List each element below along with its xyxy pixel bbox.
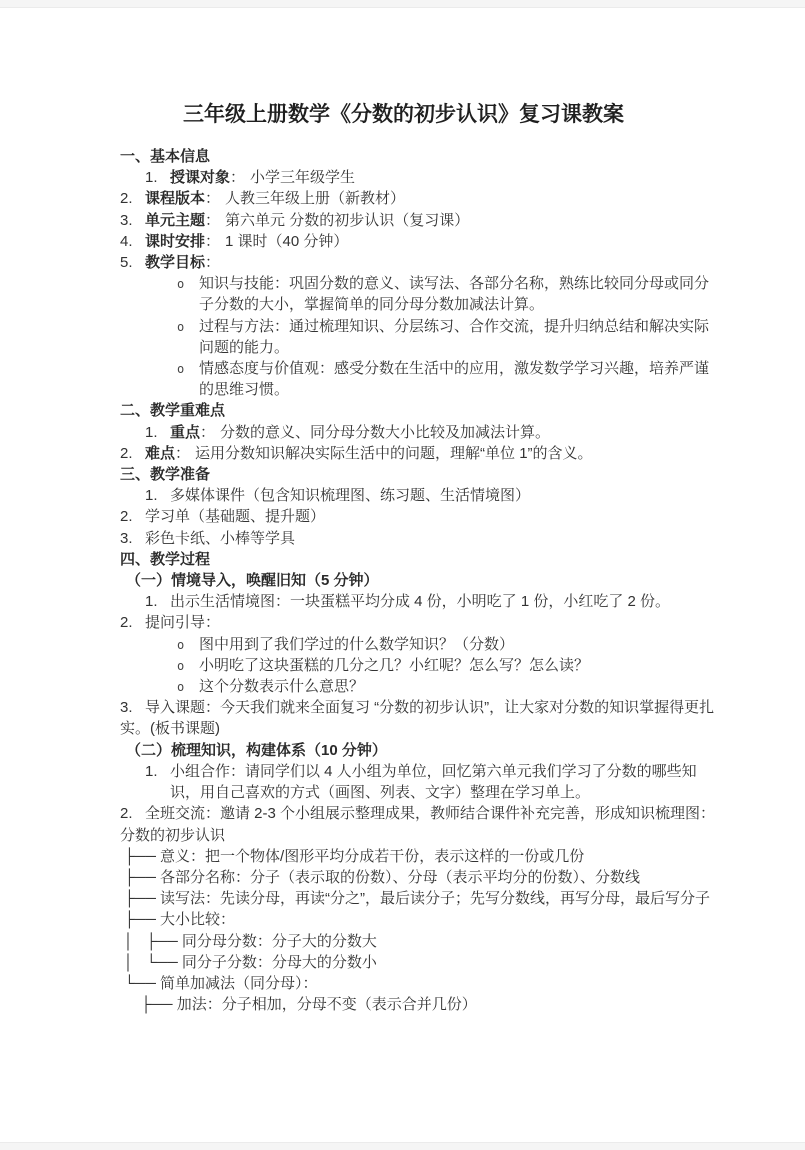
list-item-label: 单元主题 — [145, 211, 206, 229]
list-item — [120, 506, 717, 527]
bullet-item — [120, 634, 717, 655]
tree-line — [120, 867, 717, 888]
circle-bullet-icon: o — [177, 277, 185, 292]
subsection-heading — [120, 570, 717, 591]
list-item-number: 3. — [120, 529, 133, 547]
circle-bullet-icon: o — [177, 637, 185, 652]
bullet-item — [120, 676, 717, 697]
list-item — [120, 231, 717, 252]
list-item-colon: ： — [205, 190, 221, 208]
list-item-colon: ： — [205, 232, 221, 250]
bullet-text: 过程与方法：通过梳理知识、分层练习、合作交流，提升归纳总结和解决实际问题的能力。 — [199, 317, 710, 356]
bullet-item — [120, 358, 717, 400]
bullet-text: 小明吃了这块蛋糕的几分之几？小红呢？怎么写？怎么读？ — [199, 656, 590, 674]
paragraph-text: 分数的初步认识 — [120, 826, 226, 844]
list-item-number: 1. — [145, 593, 158, 611]
tree-line-text: ├── 加法：分子相加，分母不变（表示合并几份） — [124, 996, 477, 1014]
list-item — [120, 252, 717, 273]
list-item-number: 1. — [145, 762, 158, 780]
list-item-text: 导入课题：今天我们就来全面复习 “分数的初步认识”，让大家对分数的知识掌握得更扎实。(板书课题) — [120, 699, 715, 738]
list-item-label: 教学目标 — [145, 254, 206, 272]
subsection-heading — [120, 740, 717, 761]
list-item-colon: ： — [175, 444, 191, 462]
list-item-text: 分数的意义、同分母分数大小比较及加减法计算。 — [220, 423, 551, 441]
bullet-item — [120, 655, 717, 676]
list-item-label: 难点 — [145, 444, 176, 462]
list-item-colon: ： — [230, 169, 246, 187]
list-item — [120, 422, 717, 443]
tree-line — [120, 846, 717, 867]
subsection-heading-text: （一）情境导入，唤醒旧知（5 分钟） — [126, 572, 379, 590]
tree-line — [120, 973, 717, 994]
tree-line-text: ├── 意义：把一个物体/图形平均分成若干份，表示这样的一份或几份 — [124, 847, 585, 865]
list-item-label: 重点 — [170, 423, 201, 441]
list-item-label: 授课对象 — [170, 169, 231, 187]
page-top-edge — [0, 0, 805, 8]
tree-line-text: │ └── 同分子分数：分母大的分数小 — [124, 953, 377, 971]
list-item — [120, 485, 717, 506]
paragraph — [120, 825, 717, 846]
list-item-label: 课时安排 — [145, 232, 206, 250]
list-item — [120, 528, 717, 549]
tree-line-text: └── 简单加减法（同分母）： — [124, 974, 318, 992]
list-item-colon: ： — [200, 423, 216, 441]
subsection-heading-text: （二）梳理知识，构建体系（10 分钟） — [126, 741, 387, 759]
tree-line-text: │ ├── 同分母分数：分子大的分数大 — [124, 932, 377, 950]
section-heading — [120, 549, 717, 570]
tree-line-text: ├── 大小比较： — [124, 911, 236, 929]
list-item-number: 2. — [120, 614, 133, 632]
circle-bullet-icon: o — [177, 680, 185, 695]
tree-line — [120, 888, 717, 909]
list-item — [120, 697, 717, 739]
list-item-number: 2. — [120, 190, 133, 208]
list-item-number: 3. — [120, 211, 133, 229]
bullet-item — [120, 273, 717, 315]
list-item-text: 小学三年级学生 — [250, 169, 356, 187]
list-item-text: 运用分数知识解决实际生活中的问题，理解“单位 1”的含义。 — [195, 444, 593, 462]
list-item-text: 1 课时（40 分钟） — [225, 232, 349, 250]
list-item-number: 1. — [145, 169, 158, 187]
list-item-number: 2. — [120, 508, 133, 526]
list-item-number: 1. — [145, 487, 158, 505]
bullet-text: 情感态度与价值观：感受分数在生活中的应用，激发数学学习兴趣，培养严谨的思维习惯。 — [199, 360, 710, 399]
list-item-text: 多媒体课件（包含知识梳理图、练习题、生活情境图） — [170, 487, 531, 505]
bullet-text: 知识与技能：巩固分数的意义、读写法、各部分名称，熟练比较同分母或同分子分数的大小，掌握简单的同分母分数加减法计算。 — [199, 275, 710, 314]
tree-line-text: ├── 各部分名称：分子（表示取的份数）、分母（表示平均分的份数）、分数线 — [124, 868, 641, 886]
list-item-number: 1. — [145, 423, 158, 441]
list-item-text: 人教三年级上册（新教材） — [225, 190, 406, 208]
section-heading — [120, 464, 717, 485]
list-item-number: 3. — [120, 699, 133, 717]
circle-bullet-icon: o — [177, 362, 185, 377]
list-item — [120, 803, 717, 824]
list-item-text: 小组合作：请同学们以 4 人小组为单位，回忆第六单元我们学习了分数的哪些知识，用自己喜欢的方式（画图、列表、文字）整理在学习单上。 — [170, 762, 697, 802]
tree-line — [120, 952, 717, 973]
bullet-text: 这个分数表示什么意思？ — [199, 678, 365, 696]
list-item-text: 彩色卡纸、小棒等学具 — [145, 529, 296, 547]
list-item-label: 课程版本 — [145, 190, 206, 208]
list-item — [120, 612, 717, 633]
list-item-text: 出示生活情境图：一块蛋糕平均分成 4 份，小明吃了 1 份，小红吃了 2 份。 — [170, 593, 671, 611]
section-heading-text: 一、基本信息 — [120, 148, 211, 165]
list-item-text: 全班交流：邀请 2-3 个小组展示整理成果，教师结合课件补充完善，形成知识梳理图： — [145, 805, 716, 823]
document-content — [120, 100, 717, 1015]
doc-title: 三年级上册数学《分数的初步认识》复习课教案 — [183, 103, 624, 126]
list-item — [120, 167, 717, 188]
list-item-colon: ： — [205, 211, 221, 229]
list-item — [120, 761, 717, 803]
tree-line-text: ├── 读写法：先读分母，再读“分之”，最后读分子；先写分数线，再写分母，最后写分子 — [124, 890, 711, 908]
list-item-text: 提问引导： — [145, 614, 221, 632]
list-item-number: 2. — [120, 444, 133, 462]
section-heading-text: 二、教学重难点 — [120, 402, 226, 420]
list-item-colon: ： — [205, 254, 221, 272]
list-item-number: 5. — [120, 254, 133, 272]
tree-line — [120, 909, 717, 930]
bullet-text: 图中用到了我们学过的什么数学知识？（分数） — [199, 635, 515, 653]
page-bottom-edge — [0, 1142, 805, 1150]
list-item-text: 学习单（基础题、提升题） — [145, 508, 326, 526]
tree-line — [120, 994, 717, 1015]
list-item — [120, 188, 717, 209]
list-item-text: 第六单元 分数的初步认识（复习课） — [225, 211, 470, 229]
section-heading — [120, 400, 717, 421]
list-item-number: 2. — [120, 805, 133, 823]
section-heading-text: 四、教学过程 — [120, 550, 211, 568]
section-heading — [120, 146, 717, 167]
tree-line — [120, 931, 717, 952]
circle-bullet-icon: o — [177, 319, 185, 334]
bullet-item — [120, 316, 717, 358]
circle-bullet-icon: o — [177, 658, 185, 673]
list-item — [120, 443, 717, 464]
list-item — [120, 591, 717, 612]
list-item-number: 4. — [120, 232, 133, 250]
section-heading-text: 三、教学准备 — [120, 466, 211, 484]
list-item — [120, 210, 717, 231]
doc-body — [120, 146, 717, 1015]
